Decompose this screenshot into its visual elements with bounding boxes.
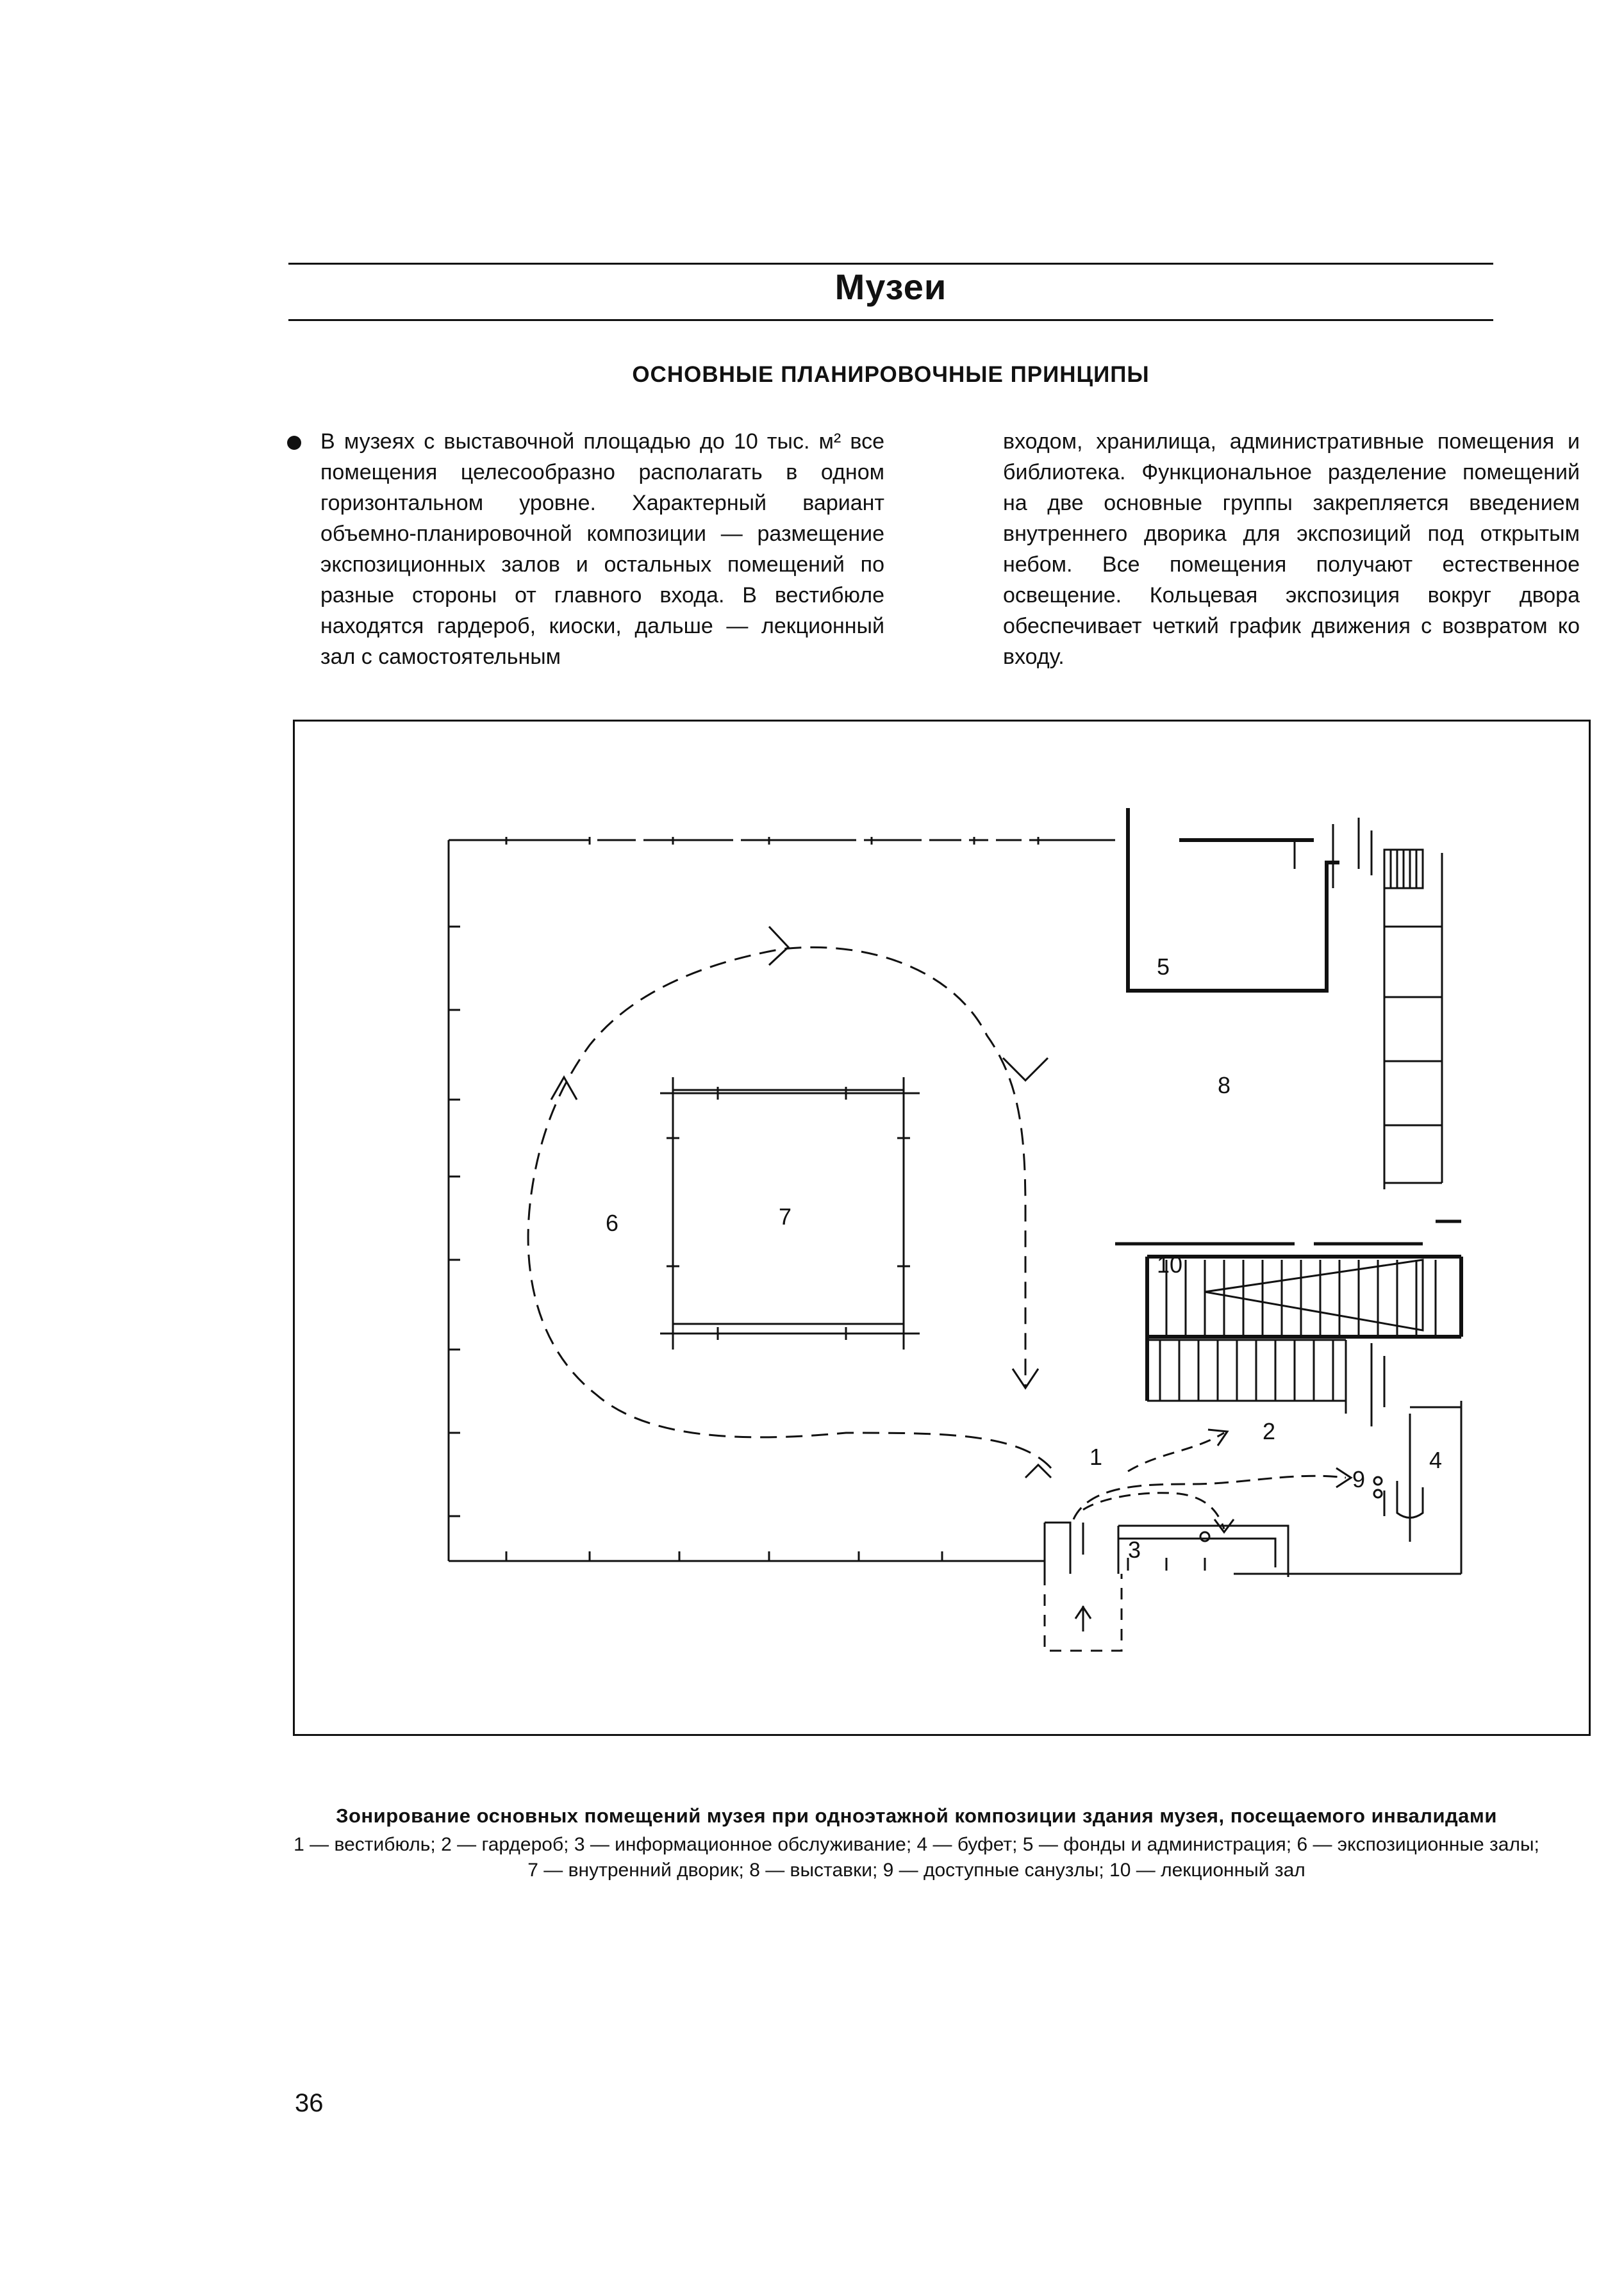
route-branch-3 <box>1083 1493 1224 1529</box>
vestibule-arrow-up <box>1025 1465 1051 1478</box>
entrance-vestibule <box>1045 1523 1083 1574</box>
room-5-door <box>1295 818 1371 888</box>
route-arrow-9 <box>1336 1468 1351 1487</box>
top-rule <box>288 263 1493 265</box>
label-room-4: 4 <box>1429 1447 1443 1473</box>
route-arrow-top <box>769 927 788 965</box>
route-arrow-right <box>1003 1058 1048 1080</box>
label-room-5: 5 <box>1157 954 1170 980</box>
label-room-8: 8 <box>1218 1072 1231 1098</box>
wc-9-marker-b <box>1374 1490 1382 1498</box>
figure-frame <box>293 720 1591 1736</box>
info-3-marker <box>1200 1532 1209 1541</box>
caption-legend: 1 — вестибюль; 2 — гардероб; 3 — информационное обслуживание; 4 — буфет; 5 — фонды и администрация; 6 — экспозиционные залы; 7 — внутренний дворик; 8 — выставки; 9 — доступные санузлы; 10 — лекционный зал <box>294 1834 1539 1881</box>
lecture-10-lower-treads <box>1147 1340 1346 1401</box>
route-branch-9 <box>1073 1476 1346 1519</box>
section-title: ОСНОВНЫЕ ПЛАНИРОВОЧНЫЕ ПРИНЦИПЫ <box>632 362 1150 387</box>
small-stair <box>1384 850 1423 888</box>
body-column-left: В музеях с выставочной площадью до 10 тыс. м² все помещения целесообразно располагать в одном горизонтальном уровне. Характерный вариант объемно-планировочной композиции — размещение экспозиционных залов и остальных помещений по разные стороны от главного входа. В вестибюле находятся гардероб, киоски, дальше — лекционный зал с самостоятельным <box>320 429 884 669</box>
lecture-10-triangle <box>1205 1260 1423 1330</box>
page-number: 36 <box>295 2089 324 2117</box>
exhibit-8-window-bays <box>1384 888 1442 1189</box>
body-column-right: входом, хранилища, административные помещения и библиотека. Функциональное разделение помещений на две основные группы закрепляется введением внутреннего дворика для экспозиций под открытым небом. Все помещения получают естественное освещение. Кольцевая экспозиция вокруг двора обеспечивает четкий график движения с возвратом ко входу. <box>1003 429 1580 669</box>
entrance-arrow <box>1075 1606 1091 1631</box>
label-room-3: 3 <box>1128 1537 1141 1563</box>
left-wall-ticks <box>449 927 460 1516</box>
label-room-9: 9 <box>1352 1466 1366 1492</box>
floor-plan-diagram <box>295 722 1589 1734</box>
lecture-10-top-wall <box>1115 1221 1461 1244</box>
bullet-icon <box>287 436 301 450</box>
label-room-10: 10 <box>1157 1251 1183 1278</box>
running-head: Музеи <box>834 267 947 307</box>
label-room-1: 1 <box>1090 1444 1103 1470</box>
route-arrow-2 <box>1208 1430 1227 1446</box>
figure-caption <box>288 1804 1545 1883</box>
label-room-6: 6 <box>606 1210 619 1236</box>
caption-title: Зонирование основных помещений музея при одноэтажной композиции здания музея, посещаемого инвалидами <box>336 1804 1497 1827</box>
bottom-wall-ticks <box>506 1551 942 1561</box>
label-room-7: 7 <box>779 1203 792 1230</box>
wc-9-marker-a <box>1374 1477 1382 1485</box>
label-room-2: 2 <box>1263 1418 1276 1444</box>
route-branch-2 <box>1128 1433 1224 1471</box>
header-bottom-rule <box>288 319 1493 321</box>
buffet-4-wall <box>1384 1414 1410 1542</box>
lecture-10-side <box>1346 1340 1461 1426</box>
